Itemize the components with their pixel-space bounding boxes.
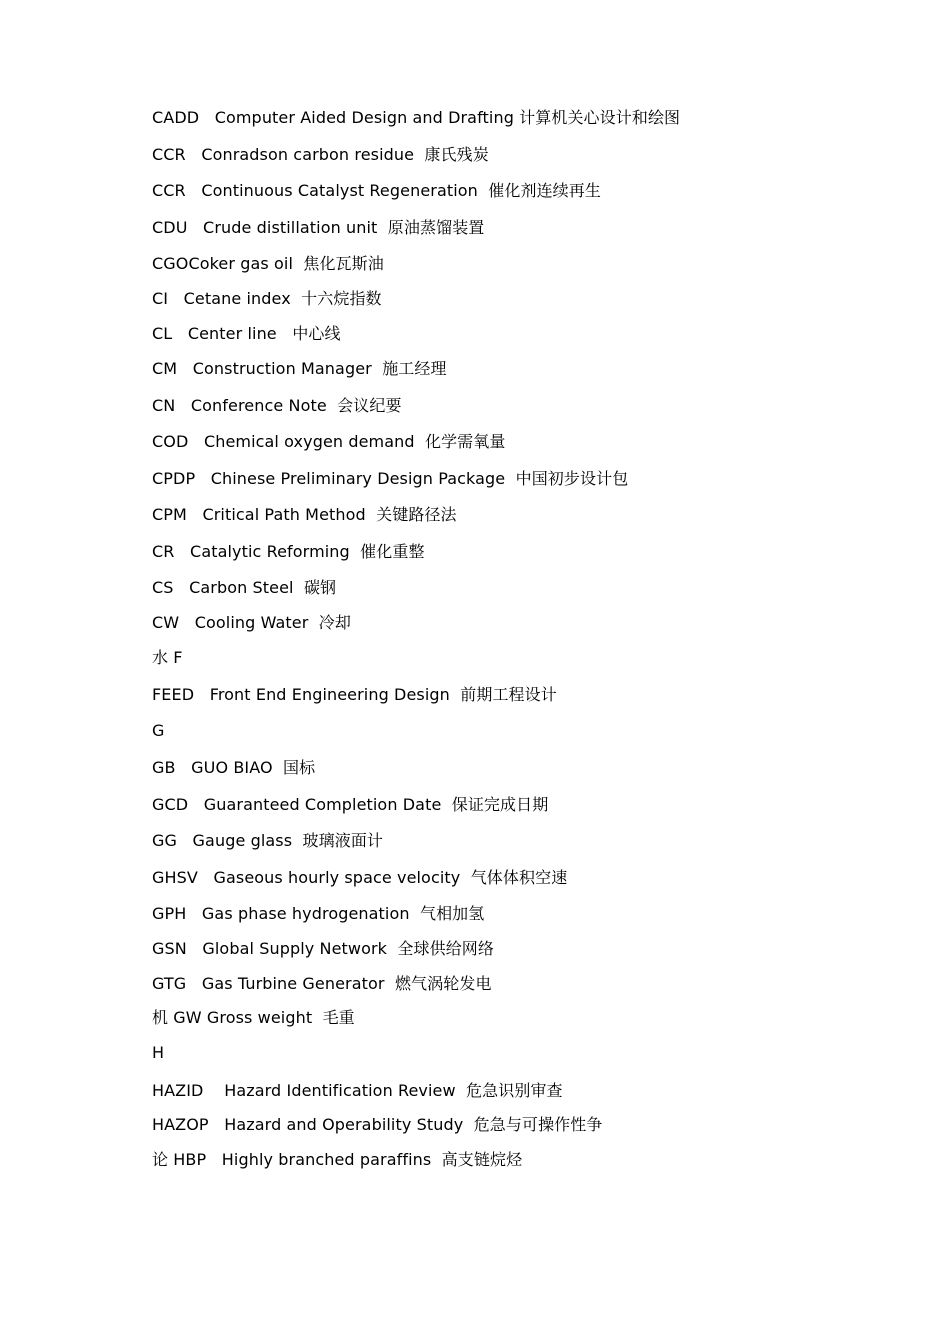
glossary-line: 机 GW Gross weight 毛重 bbox=[152, 1008, 355, 1027]
glossary-line: CL Center line 中心线 bbox=[152, 324, 341, 343]
section-letter: G bbox=[152, 721, 165, 740]
glossary-line: CPM Critical Path Method 关键路径法 bbox=[152, 505, 457, 524]
glossary-line: HAZID Hazard Identification Review 危急识别审查 bbox=[152, 1081, 563, 1100]
glossary-line: CDU Crude distillation unit 原油蒸馏装置 bbox=[152, 218, 485, 237]
glossary-line: CS Carbon Steel 碳钢 bbox=[152, 578, 337, 597]
glossary-line: CADD Computer Aided Design and Drafting 计算机关心设计和绘图 bbox=[152, 108, 681, 127]
glossary-line: CGOCoker gas oil 焦化瓦斯油 bbox=[152, 254, 384, 273]
glossary-line: CI Cetane index 十六烷指数 bbox=[152, 289, 382, 308]
glossary-line: 水 F bbox=[152, 648, 183, 667]
glossary-line: COD Chemical oxygen demand 化学需氧量 bbox=[152, 432, 506, 451]
glossary-line: GG Gauge glass 玻璃液面计 bbox=[152, 831, 384, 850]
glossary-line: GB GUO BIAO 国标 bbox=[152, 758, 316, 777]
glossary-line: CW Cooling Water 冷却 bbox=[152, 613, 351, 632]
glossary-line: GTG Gas Turbine Generator 燃气涡轮发电 bbox=[152, 974, 492, 993]
glossary-line: CM Construction Manager 施工经理 bbox=[152, 359, 447, 378]
glossary-line: GCD Guaranteed Completion Date 保证完成日期 bbox=[152, 795, 549, 814]
glossary-line: CCR Continuous Catalyst Regeneration 催化剂连续再生 bbox=[152, 181, 601, 200]
glossary-line: 论 HBP Highly branched paraffins 高支链烷烃 bbox=[152, 1150, 523, 1169]
glossary-line: CPDP Chinese Preliminary Design Package 中国初步设计包 bbox=[152, 469, 629, 488]
glossary-line: GHSV Gaseous hourly space velocity 气体体积空速 bbox=[152, 868, 568, 887]
glossary-line: CN Conference Note 会议纪要 bbox=[152, 396, 402, 415]
glossary-line: GPH Gas phase hydrogenation 气相加氢 bbox=[152, 904, 485, 923]
glossary-line: CR Catalytic Reforming 催化重整 bbox=[152, 542, 425, 561]
glossary-line: GSN Global Supply Network 全球供给网络 bbox=[152, 939, 494, 958]
glossary-line: HAZOP Hazard and Operability Study 危急与可操作性争 bbox=[152, 1115, 603, 1134]
section-letter: H bbox=[152, 1043, 165, 1062]
glossary-line: FEED Front End Engineering Design 前期工程设计 bbox=[152, 685, 557, 704]
glossary-line: CCR Conradson carbon residue 康氏残炭 bbox=[152, 145, 489, 164]
